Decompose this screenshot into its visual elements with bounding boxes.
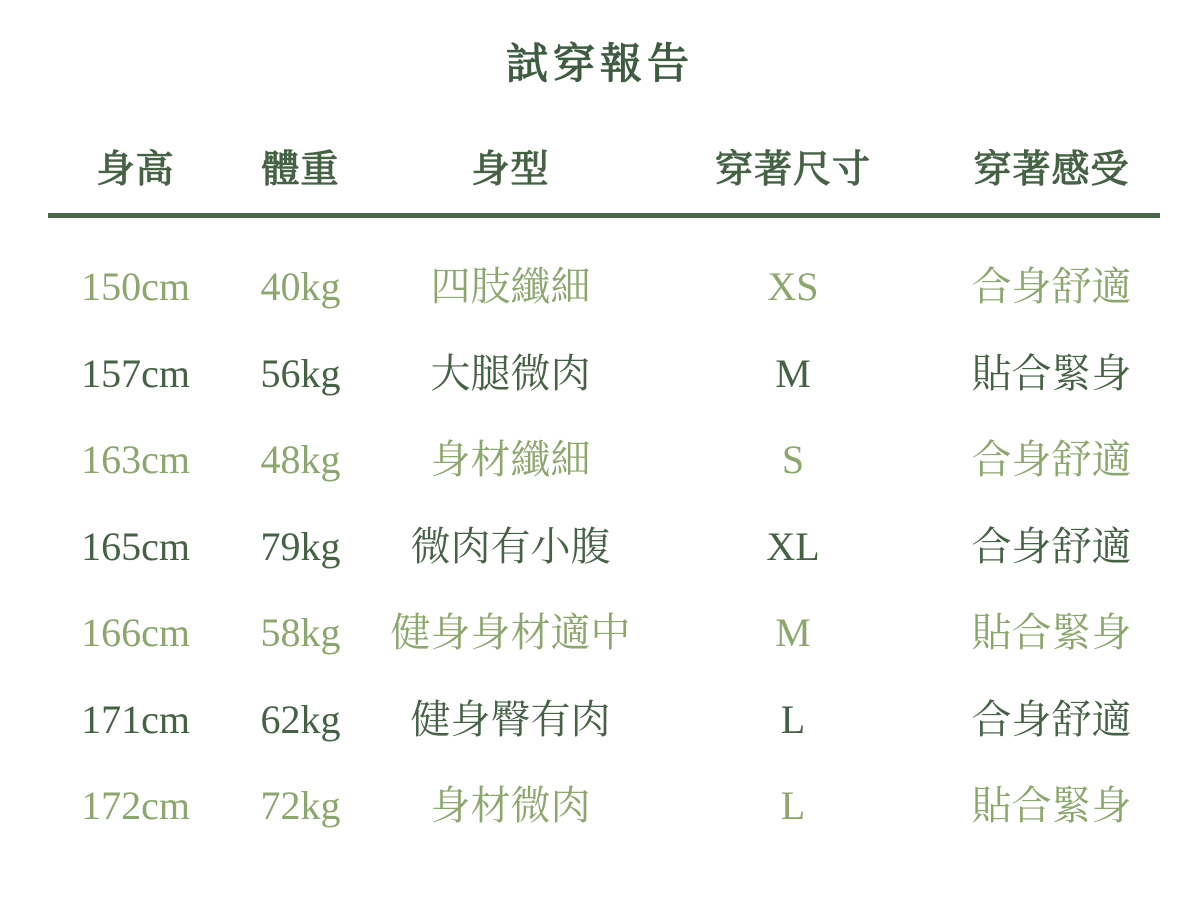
column-header-weight: 體重 <box>261 149 340 191</box>
cell-weight: 56kg <box>260 350 341 396</box>
column-header-feeling: 穿著感受 <box>973 149 1130 191</box>
cell-weight: 79kg <box>260 523 341 569</box>
table-body <box>48 244 1160 850</box>
cell-body-type: 健身身材適中 <box>390 610 631 656</box>
cell-size: M <box>775 610 811 656</box>
header-divider <box>48 213 1160 218</box>
page-title: 試穿報告 <box>505 42 694 88</box>
table-row <box>48 590 1160 677</box>
cell-weight: 62kg <box>260 696 341 742</box>
cell-feeling: 合身舒適 <box>971 264 1132 310</box>
cell-weight: 40kg <box>260 264 341 310</box>
table-row <box>48 331 1160 418</box>
fitting-report-table <box>48 138 1160 850</box>
cell-weight: 58kg <box>260 610 341 656</box>
cell-size: XS <box>767 264 819 310</box>
table-header-row <box>48 138 1160 191</box>
cell-feeling: 合身舒適 <box>971 696 1132 742</box>
cell-height: 165cm <box>81 523 190 569</box>
cell-body-type: 四肢纖細 <box>430 264 591 310</box>
column-header-body-type: 身型 <box>471 149 550 191</box>
cell-size: L <box>780 696 806 742</box>
cell-body-type: 大腿微肉 <box>430 350 591 396</box>
cell-height: 166cm <box>81 610 190 656</box>
cell-feeling: 貼合緊身 <box>971 783 1132 829</box>
cell-size: XL <box>766 523 820 569</box>
table-row <box>48 504 1160 591</box>
table-row <box>48 677 1160 764</box>
cell-height: 163cm <box>81 437 190 483</box>
cell-weight: 48kg <box>260 437 341 483</box>
cell-feeling: 合身舒適 <box>971 437 1132 483</box>
cell-body-type: 微肉有小腹 <box>410 523 611 569</box>
cell-weight: 72kg <box>260 783 341 829</box>
cell-height: 157cm <box>81 350 190 396</box>
table-row <box>48 763 1160 850</box>
cell-feeling: 貼合緊身 <box>971 350 1132 396</box>
cell-body-type: 身材纖細 <box>430 437 591 483</box>
cell-feeling: 合身舒適 <box>971 523 1132 569</box>
column-header-size: 穿著尺寸 <box>714 149 871 191</box>
cell-size: S <box>781 437 805 483</box>
cell-feeling: 貼合緊身 <box>971 610 1132 656</box>
cell-height: 172cm <box>81 783 190 829</box>
cell-height: 150cm <box>81 264 190 310</box>
table-row <box>48 244 1160 331</box>
cell-size: M <box>775 350 811 396</box>
cell-height: 171cm <box>81 696 190 742</box>
table-row <box>48 417 1160 504</box>
cell-body-type: 健身臀有肉 <box>410 696 611 742</box>
column-header-height: 身高 <box>96 149 175 191</box>
cell-body-type: 身材微肉 <box>430 783 591 829</box>
cell-size: L <box>780 783 806 829</box>
